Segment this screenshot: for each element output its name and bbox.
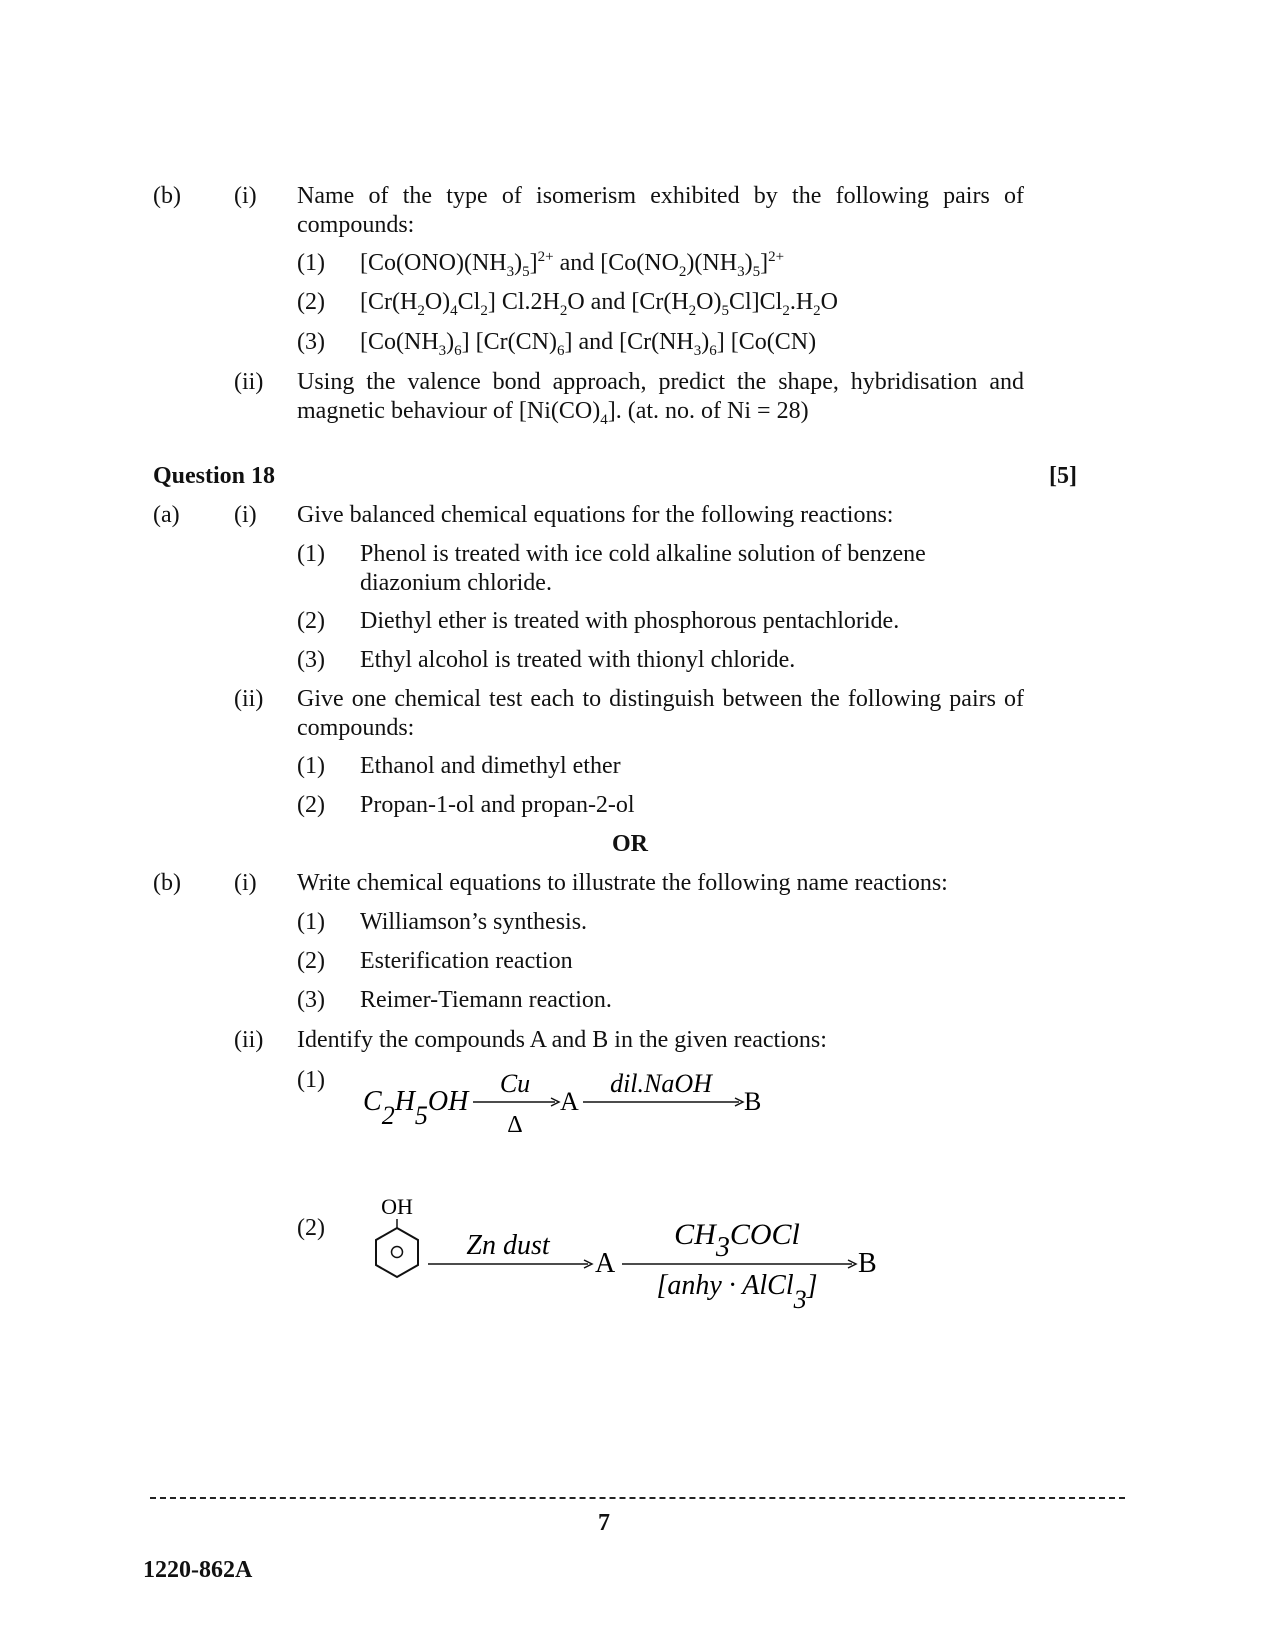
reaction-1-scheme [355,1062,775,1142]
question-18-title: Question 18 [153,463,276,489]
q18b-ii-label: (ii) [234,1027,264,1053]
q18b-i-3-num: (3) [297,987,325,1013]
q17b-i-2-formula: $[Cr(H_2O)_4Cl_2]$ $Cl.2H_2O$ and $[Cr(H_2O)_5Cl]Cl_2.H_2O$ [360,289,839,319]
q17b-i-1-formula: $[Co(ONO)(NH_3)_5]^{2+}$ and $[Co(NO_2)(NH_3)_5]^{2+}$ [360,249,785,280]
q18b-label: (b) [153,870,181,896]
q17b-i-2-num: (2) [297,289,325,315]
q17b-i-3-num: (3) [297,329,325,355]
q18a-i-3-text: Ethyl alcohol is treated with thionyl chloride. [360,647,796,673]
q18a-ii-text: Give one chemical test each to distinguish between the following pairs of compounds: [297,686,1024,741]
q18b-i-text: Write chemical equations to illustrate the following name reactions: [297,870,948,896]
reaction-2-product-a: A [595,1248,616,1279]
reaction-2-reagent-1: Zn dust [466,1230,550,1261]
q18a-label: (a) [153,502,180,528]
benzene-ring-circle [392,1247,403,1258]
q18b-ii-text: Identify the compounds A and B in the given reactions: [297,1027,827,1053]
q18b-i-2-text: Esterification reaction [360,948,573,974]
q17b-ii-text: Using the valence bond approach, predict the shape, hybridisation and magnetic behaviour of $[Ni(CO)_4]$. (at. no. of Ni = 28) [297,369,1024,428]
reaction-1-product-b: B [744,1087,762,1116]
or-divider: OR [612,831,648,857]
page-number: 7 [598,1510,610,1536]
q17b-i-label: (i) [234,183,257,209]
q18a-ii-2-num: (2) [297,792,325,818]
q18a-i-1-num: (1) [297,541,325,567]
q18b-i-1-text: Williamson’s synthesis. [360,909,588,935]
q18a-i-text: Give balanced chemical equations for the following reactions: [297,502,894,528]
q18a-i-2-text: Diethyl ether is treated with phosphorous pentachloride. [360,608,900,634]
reaction-2-product-b: B [858,1248,877,1279]
q18a-i-3-num: (3) [297,647,325,673]
paper-code: 1220-862A [143,1557,253,1583]
q17b-i-1-num: (1) [297,250,325,276]
q18a-ii-label: (ii) [234,686,264,712]
benzene-ring-icon [376,1228,418,1277]
q18a-ii-1-num: (1) [297,753,325,779]
reaction-1-reagent: dil.NaOH [610,1069,712,1098]
reaction-1-product-a: A [560,1087,579,1116]
reaction-2-catalyst: [anhy · AlCl3] [656,1270,818,1314]
reaction-2-reagent-2: CH3COCl [674,1218,800,1263]
q17b-i-text: Name of the type of isomerism exhibited by the following pairs of compounds: [297,183,1024,238]
q17b-label: (b) [153,183,181,209]
q18b-i-2-num: (2) [297,948,325,974]
q17b-i-3-formula: $[Co(NH_3)_6]$ $[Cr(CN)_6]$ and $[Cr(NH_3)_6]$ [Co(CN) [360,329,817,359]
phenol-oh-label: OH [381,1194,413,1219]
question-18-marks: [5] [1049,463,1077,489]
q18a-ii-1-text: Ethanol and dimethyl ether [360,753,621,779]
q18b-i-1-num: (1) [297,909,325,935]
q18b-i-label: (i) [234,870,257,896]
q18b-i-3-text: Reimer-Tiemann reaction. [360,987,612,1013]
reaction-1-catalyst: Cu [499,1069,531,1098]
reaction-1-heat: Δ [507,1112,523,1138]
reaction-1-num: (1) [297,1067,325,1093]
reaction-2-scheme [360,1190,900,1320]
q17b-ii-label: (ii) [234,369,264,395]
q18a-i-label: (i) [234,502,257,528]
q18a-ii-2-text: Propan-1-ol and propan-2-ol [360,792,635,818]
reaction-2-num: (2) [297,1215,325,1241]
q18a-i-2-num: (2) [297,608,325,634]
q18a-i-1-text: Phenol is treated with ice cold alkaline solution of benzene diazonium chloride. [360,541,926,596]
footer-divider [150,1497,1125,1499]
reaction-1-reactant: C2H5OH [363,1086,469,1130]
